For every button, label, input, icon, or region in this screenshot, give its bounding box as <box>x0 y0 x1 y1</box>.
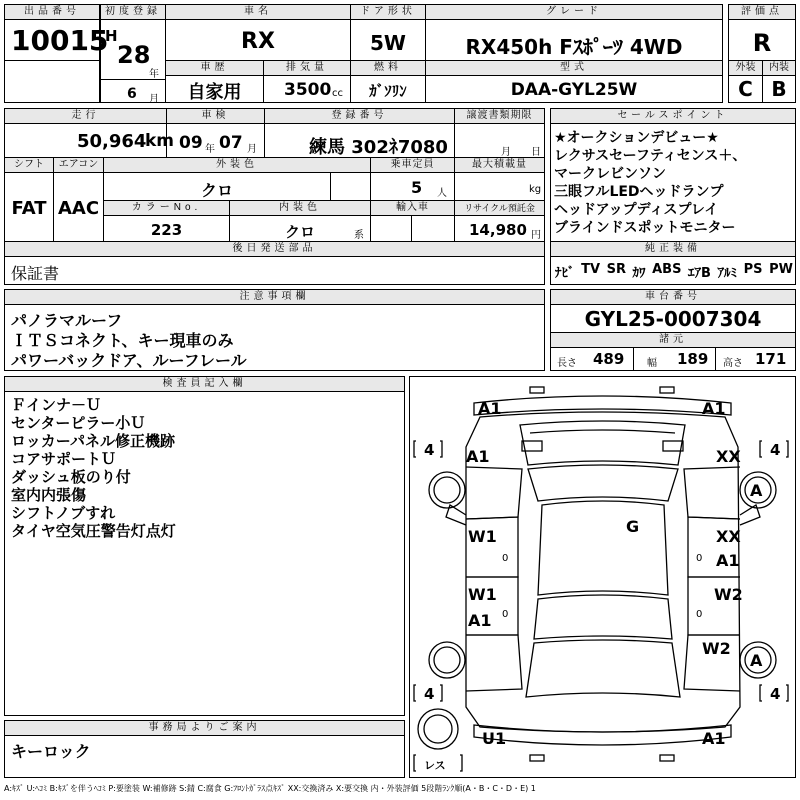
first-reg-month: 6 <box>127 86 137 102</box>
shift-cell <box>4 157 54 242</box>
registration-cell <box>264 108 455 158</box>
color-number: 223 <box>150 221 183 239</box>
first-registration-label: 初度登録 <box>101 5 165 20</box>
capacity-cell <box>370 157 455 201</box>
interior-grade: B <box>771 77 787 101</box>
color-number-label: カラーNo. <box>104 201 229 216</box>
rating: R <box>752 29 772 57</box>
notes-cell <box>4 289 545 371</box>
max-load-label: 最大積載量 <box>455 158 544 173</box>
door-label: ドア形状 <box>351 5 425 20</box>
equip-item: ｴｱB <box>688 266 711 281</box>
rating-label: 評価点 <box>729 5 795 20</box>
grade-label: グレード <box>426 5 722 20</box>
color-number-cell <box>103 200 230 242</box>
mark-roof: G <box>626 517 640 536</box>
displacement-unit: cc <box>332 88 343 99</box>
mark-door-front-left: W1 <box>468 527 497 546</box>
later-parts: 保証書 <box>11 264 60 283</box>
equip-item: SR <box>606 262 626 277</box>
tire-front-right: 4 <box>770 441 781 459</box>
history: 自家用 <box>187 82 242 103</box>
displacement-cell <box>263 60 351 103</box>
max-load-unit: kg <box>529 184 542 195</box>
notes-line-3: パワーバックドア、ルーフレール <box>11 351 247 370</box>
zero-mark: 0 <box>502 553 509 564</box>
transfer-deadline-cell <box>454 108 545 158</box>
width-label: 幅 <box>647 358 657 369</box>
first-registration-cell <box>100 4 166 103</box>
inspector-line-2: センターピラー小Ｕ <box>11 414 146 432</box>
later-parts-cell <box>4 241 545 285</box>
inspection-month: 07 <box>219 133 243 153</box>
interior-color-unit: 系 <box>354 230 364 241</box>
sales-line-6: ブラインドスポットモニター <box>554 220 736 236</box>
mark-rear-right: A1 <box>702 729 726 748</box>
capacity-label: 乗車定員 <box>371 158 454 173</box>
mileage-unit: km <box>145 131 175 151</box>
model-label: 型式 <box>426 61 722 76</box>
import-label: 輸入車 <box>371 201 454 216</box>
equip-item: ﾅﾋﾞ <box>555 266 575 281</box>
equipment-label: 純正装備 <box>551 242 795 257</box>
shift: FAT <box>11 198 47 219</box>
history-label: 車歴 <box>166 61 263 76</box>
model: DAA-GYL25W <box>510 80 638 100</box>
office-cell <box>4 720 405 778</box>
length-label: 長さ <box>557 358 577 369</box>
mileage: 50,964 <box>77 131 147 152</box>
tire-rear-left: 4 <box>424 685 435 703</box>
notes-label: 注意事項欄 <box>5 290 544 305</box>
model-cell <box>425 60 723 103</box>
inspector-line-7: シフトノブすれ <box>11 504 116 522</box>
interior-label: 内装 <box>763 61 795 76</box>
office-note: キーロック <box>11 742 91 761</box>
car-name-cell <box>165 4 351 61</box>
first-reg-year: 28 <box>117 41 151 69</box>
rating-cell <box>728 4 796 61</box>
equip-item: TV <box>581 262 601 277</box>
import-cell <box>370 200 455 242</box>
inspector-line-6: 室内内張傷 <box>11 486 87 504</box>
interior-color: クロ <box>284 223 315 241</box>
exterior-color: クロ <box>200 181 233 200</box>
mark-fender-right: XX <box>716 447 741 466</box>
car-diagram <box>409 376 796 778</box>
height: 171 <box>755 350 787 368</box>
recycle-unit: 円 <box>531 230 541 241</box>
door-cell <box>350 4 426 61</box>
mark-door-rear-left-2: A1 <box>468 611 492 630</box>
tire-front-left: 4 <box>424 441 435 459</box>
mark-front-right: A1 <box>702 399 726 418</box>
inspector-cell <box>4 376 405 716</box>
chassis-cell <box>550 289 796 371</box>
ac: AAC <box>57 198 100 219</box>
lot-number-label: 出品番号 <box>5 5 99 20</box>
inspector-line-5: ダッシュ板のり付 <box>11 468 131 486</box>
spare-tire-note: レス <box>424 759 446 772</box>
legend: A:ｷｽﾞ U:ﾍｺﾐ B:ｷｽﾞを伴うﾍｺﾐ P:要塗装 W:補修跡 S:錆 C:腐食 G:ﾌﾛﾝﾄｶﾞﾗｽ点ｷｽﾞ XX:交換済み X:要交換 内・外装評価 5段階ﾗﾝｸ順(A・B・C・D・E) 1 <box>4 784 536 793</box>
inspection-cell <box>166 108 265 158</box>
mark-fender-left: A1 <box>466 447 490 466</box>
sales-line-3: マークレビンソン <box>554 166 666 182</box>
interior-color-label: 内装色 <box>230 201 370 216</box>
fuel-cell <box>350 60 426 103</box>
door-type: 5W <box>370 31 406 55</box>
ac-cell <box>53 157 104 242</box>
mark-rear-left: U1 <box>482 729 507 748</box>
color-label: 外装色 <box>104 158 370 173</box>
color-cell <box>103 157 371 201</box>
inspection-year: 09 <box>179 133 203 153</box>
exterior-grade: C <box>738 77 753 101</box>
chassis-label: 車台番号 <box>551 290 795 305</box>
equip-item: ｶﾜ <box>632 266 646 281</box>
exterior-label: 外装 <box>729 61 762 76</box>
capacity-unit: 人 <box>437 188 447 199</box>
recycle-label: リサイクル預託金 <box>455 201 544 216</box>
zero-mark: 0 <box>696 609 703 620</box>
mileage-cell <box>4 108 175 158</box>
mark-wheel-rear-right: A <box>750 651 763 670</box>
notes-line-1: パノラマルーフ <box>11 311 123 330</box>
mileage-label: 走行 <box>5 109 166 124</box>
mark-door-front-right-2: A1 <box>716 551 740 570</box>
registration-label: 登録番号 <box>265 109 454 124</box>
inspector-line-8: タイヤ空気圧警告灯点灯 <box>11 522 176 540</box>
ac-label: エアコン <box>54 158 103 173</box>
lot-number-extra <box>4 60 100 103</box>
grade-cell <box>425 4 723 61</box>
mark-door-rear-left-1: W1 <box>468 585 497 604</box>
interior-color-cell <box>229 200 371 242</box>
sales-point-cell <box>550 108 796 242</box>
transfer-month: 月 <box>501 147 511 158</box>
grade: RX450h Fｽﾎﾟｰﾂ 4WD <box>465 35 683 59</box>
inspection-year-unit: 年 <box>205 144 215 155</box>
car-name-label: 車名 <box>166 5 350 20</box>
inspector-line-1: Ｆインナ－Ｕ <box>11 396 102 414</box>
car-outline <box>410 377 795 777</box>
zero-mark: 0 <box>696 553 703 564</box>
inspection-label: 車検 <box>167 109 264 124</box>
equip-item: ｱﾙﾐ <box>717 266 738 281</box>
zero-mark: 0 <box>502 609 509 620</box>
length: 489 <box>593 350 625 368</box>
mark-door-rear-right: W2 <box>714 585 743 604</box>
sales-line-1: ★オークションデビュー★ <box>554 130 719 146</box>
lot-number-cell <box>4 4 109 61</box>
year-unit: 年 <box>149 69 159 80</box>
car-name: RX <box>241 29 275 54</box>
fuel-label: 燃料 <box>351 61 425 76</box>
month-unit: 月 <box>149 94 159 105</box>
recycle-fee: 14,980 <box>469 221 527 239</box>
sales-line-4: 三眼フルLEDヘッドランプ <box>554 184 724 200</box>
max-load-cell <box>454 157 545 201</box>
mark-wheel-front-right: A <box>750 481 763 500</box>
chassis-number: GYL25-0007304 <box>584 307 762 331</box>
mark-front-left: A1 <box>478 399 502 418</box>
office-label: 事務局よりご案内 <box>5 721 404 736</box>
inspector-line-3: ロッカーパネル修正機跡 <box>11 432 175 450</box>
mark-quarter-right: W2 <box>702 639 731 658</box>
notes-line-2: ＩＴＳコネクト、キー現車のみ <box>11 331 234 350</box>
lot-number: 10015 <box>11 24 109 57</box>
equip-item: PS <box>743 262 763 277</box>
equip-item: PW <box>769 262 793 277</box>
exterior-cell <box>728 60 763 103</box>
transfer-day: 日 <box>531 147 541 158</box>
transfer-label: 譲渡書類期限 <box>455 109 544 124</box>
width: 189 <box>677 350 709 368</box>
recycle-cell <box>454 200 545 242</box>
sales-line-5: ヘッドアップディスプレイ <box>554 202 719 218</box>
equipment-cell <box>550 241 796 285</box>
era: H <box>105 27 118 45</box>
later-parts-label: 後日発送部品 <box>5 242 544 257</box>
inspector-label: 検査員記入欄 <box>5 377 404 392</box>
equip-item: ABS <box>652 262 682 277</box>
history-cell <box>165 60 264 103</box>
registration-number: 練馬 302ﾈ7080 <box>309 137 448 158</box>
shift-label: シフト <box>5 158 53 173</box>
interior-cell <box>762 60 796 103</box>
sales-line-2: レクサスセーフティセンス＋、 <box>554 148 747 164</box>
displacement: 3500 <box>284 80 332 100</box>
height-label: 高さ <box>723 358 743 369</box>
displacement-label: 排気量 <box>264 61 350 76</box>
spec-label: 諸元 <box>551 332 795 348</box>
tire-rear-right: 4 <box>770 685 781 703</box>
sales-point-label: セールスポイント <box>551 109 795 124</box>
mark-door-front-right-1: XX <box>716 527 741 546</box>
inspection-month-unit: 月 <box>247 144 257 155</box>
fuel: ｶﾞｿﾘﾝ <box>369 82 407 100</box>
capacity: 5 <box>411 178 423 197</box>
inspector-line-4: コアサポートＵ <box>11 450 117 468</box>
